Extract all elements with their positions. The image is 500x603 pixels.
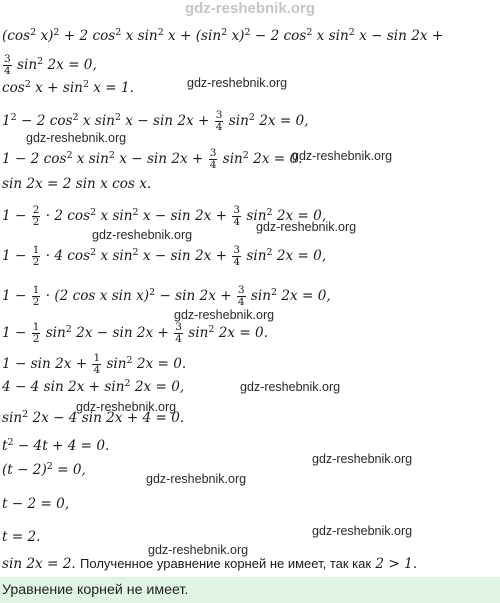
equation-line-8: 1 − $\frac{1}{2}$ · (2 cos x sin x)$^2$ − sin 2x + $\frac{3}{4}$ $\sin^2 2x = 0$, bbox=[2, 284, 331, 309]
equation-line-7: 1 − $\frac{1}{2}$ · 4 $\cos^2 x$ $\sin^2 x - \sin 2x$ + $\frac{3}{4}$ $\sin^2 2x = 0$, bbox=[2, 244, 327, 269]
watermark: gdz-reshebnik.org bbox=[187, 76, 288, 90]
answer-text: Уравнение корней не имеет. bbox=[2, 582, 189, 598]
equation-line-10: 1 − sin 2x + $\frac{1}{4}$ $\sin^2 2x = 0$. bbox=[2, 352, 187, 377]
answer-box bbox=[0, 577, 500, 603]
equation-line-6: 1 − $\frac{2}{2}$ · 2 $\cos^2 x$ $\sin^2 x - \sin 2x$ + $\frac{3}{4}$ $\sin^2 2x = 0$, bbox=[2, 204, 327, 229]
watermark: gdz-reshebnik.org bbox=[256, 220, 357, 234]
watermark: gdz-reshebnik.org bbox=[240, 380, 341, 394]
equation-line-15: t − 2 = 0, bbox=[2, 496, 70, 512]
watermark: gdz-reshebnik.org bbox=[148, 543, 249, 557]
equation-line-16: t = 2. bbox=[2, 529, 41, 545]
equation-line-5: sin 2x = 2 sin x cos x. bbox=[2, 176, 152, 192]
watermark: gdz-reshebnik.org bbox=[292, 149, 393, 163]
watermark: gdz-reshebnik.org bbox=[26, 131, 127, 145]
watermark-top: gdz-reshebnik.org bbox=[184, 0, 315, 17]
watermark: gdz-reshebnik.org bbox=[92, 228, 193, 242]
equation-line-13: $t^2 - 4t + 4 = 0$. bbox=[2, 436, 110, 454]
conclusion-line: sin 2x = 2. Полученное уравнение корней не имеет, так как 2 > 1. bbox=[2, 556, 418, 572]
equation-line-3: $1^2 - 2$ $\cos^2 x$ $\sin^2 x - \sin 2x$ + $\frac{3}{4}$ $\sin^2 2x = 0$, bbox=[2, 109, 309, 134]
equation-line-9: 1 − $\frac{1}{2}$ $\sin^2 2x - \sin 2x$ + $\frac{3}{4}$ $\sin^2 2x = 0$. bbox=[2, 321, 269, 346]
watermark: gdz-reshebnik.org bbox=[76, 400, 177, 414]
equation-line-4: 1 − 2 $\cos^2 x$ $\sin^2 x - \sin 2x$ + $\frac{3}{4}$ $\sin^2 2x = 0$. bbox=[2, 147, 303, 172]
equation-line-1b: $\frac{3}{4}$ $\sin^2 2x = 0$, bbox=[4, 53, 97, 78]
watermark: gdz-reshebnik.org bbox=[146, 472, 247, 486]
equation-line-14: $(t - 2)^2 = 0$, bbox=[2, 460, 86, 478]
equation-line-1: ($\cos^2$ x)$^2$ + 2 $\cos^2 x$ $\sin^2 x + (\sin^2$ x)$^2$ − 2 $\cos^2 x$ $\sin^2 x - \sin 2x$ + bbox=[2, 26, 444, 44]
equation-line-12: $\sin^2 2x - 4$ sin 2x + 4 = 0. bbox=[2, 408, 185, 426]
conclusion-text: Полученное уравнение корней не имеет, так как bbox=[80, 556, 372, 571]
watermark: gdz-reshebnik.org bbox=[174, 308, 275, 322]
watermark: gdz-reshebnik.org bbox=[312, 524, 413, 538]
watermark: gdz-reshebnik.org bbox=[312, 452, 413, 466]
equation-line-11: 4 − 4 $\sin 2x + \sin^2 2x = 0$, bbox=[2, 377, 185, 395]
equation-line-2: $\cos^2 x + \sin^2 x = 1$. bbox=[2, 78, 134, 96]
